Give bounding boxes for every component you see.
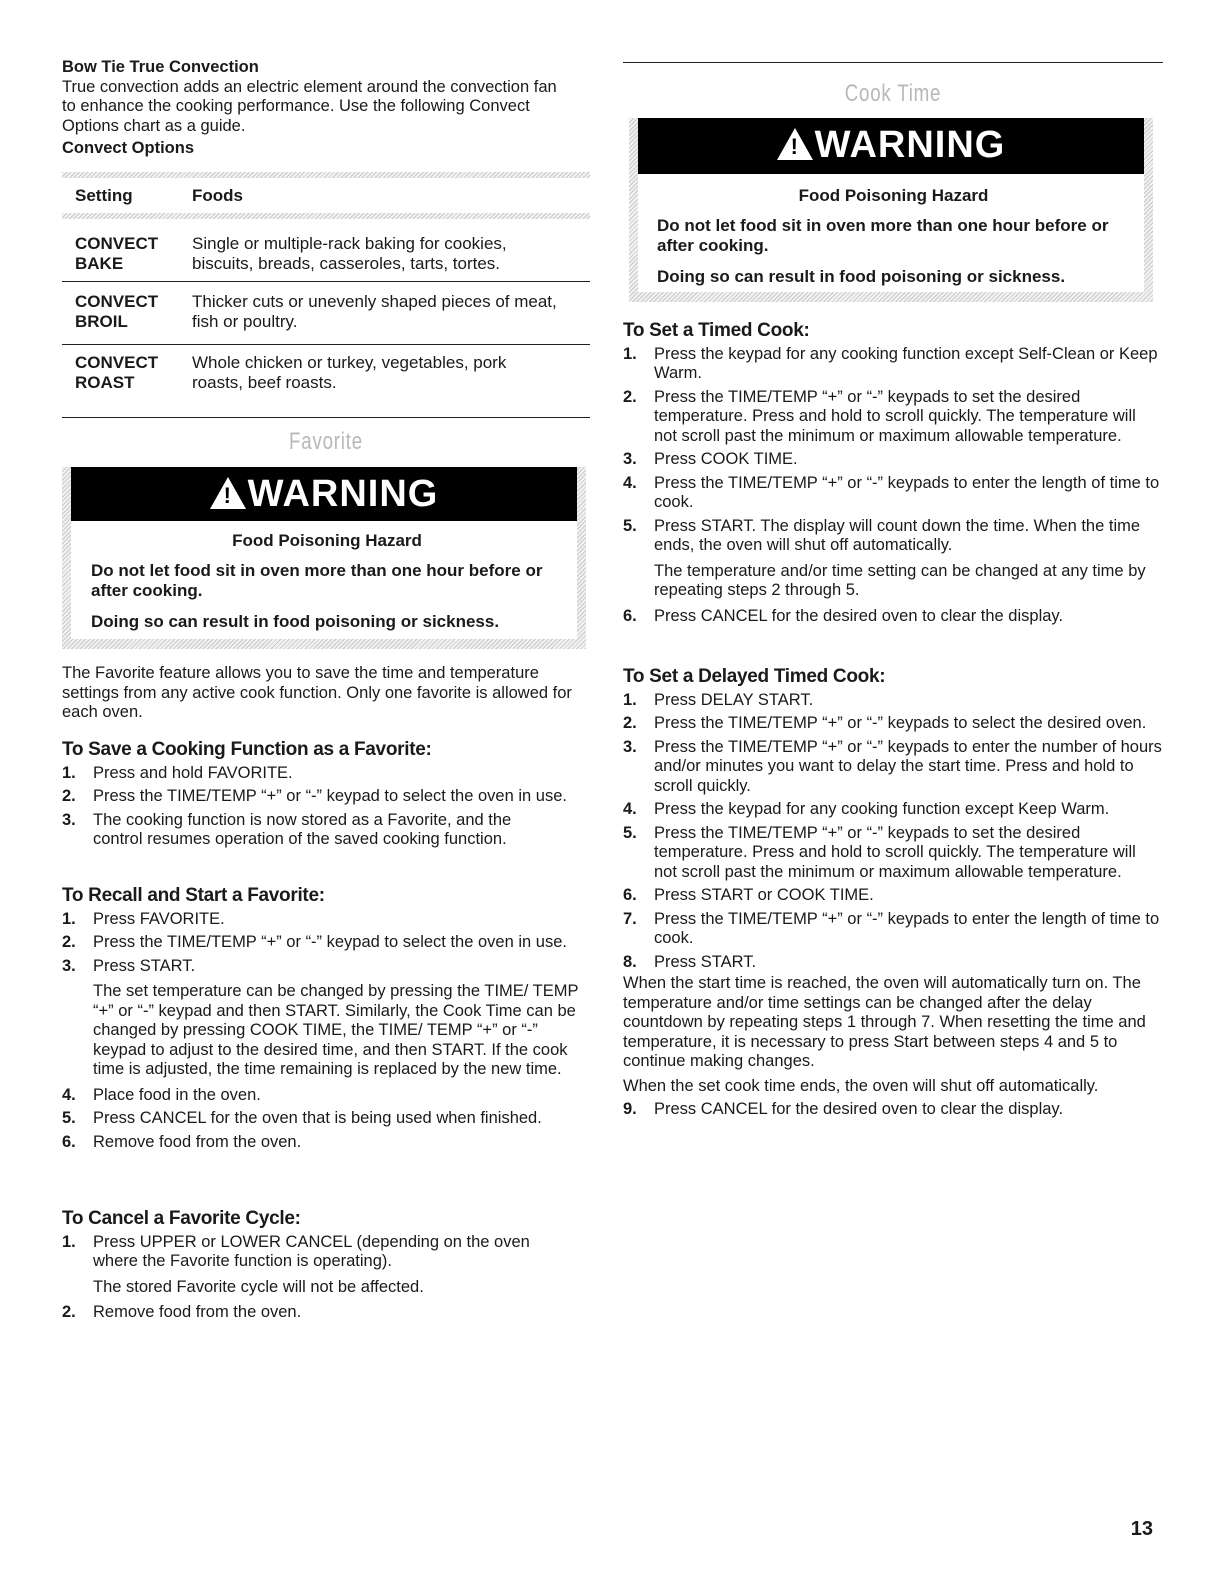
- delayed-para-1: When the start time is reached, the oven will automatically turn on. The temperature and/or time settings can be changed after the delay countdown by repeating steps 1 through 7. When resetting the time and temperature, it is necessary to press Start between steps 4 and 5 to continue making changes.: [623, 974, 1146, 1071]
- row-setting: BAKE: [75, 254, 124, 273]
- warning-line-2: Doing so can result in food poisoning or sickness.: [657, 267, 1066, 287]
- warning-banner: [71, 467, 577, 523]
- row-foods: roasts, beef roasts.: [192, 373, 337, 392]
- warning-triangle-icon: [210, 477, 246, 509]
- list-item: 4. Press the TIME/TEMP “+” or “-” keypads to enter the length of time to cook.: [623, 473, 1160, 512]
- list-item: 7. Press the TIME/TEMP “+” or “-” keypads to enter the length of time to cook.: [623, 909, 1160, 948]
- cook-time-top-rule: [623, 62, 1163, 63]
- table-header: [62, 178, 590, 213]
- list-item: 1. Press UPPER or LOWER CANCEL (depending on the oven where the Favorite function is operating). The stored Favorite cycle will not be affected.: [62, 1233, 563, 1298]
- cancel-section: [62, 1208, 590, 1323]
- convect-options-table: [62, 164, 590, 418]
- header-foods: Foods: [192, 186, 243, 205]
- list-item: 3. Press COOK TIME.: [623, 450, 798, 469]
- delayed-para-2: When the set cook time ends, the oven will shut off automatically.: [623, 1076, 1099, 1095]
- row-setting: ROAST: [75, 373, 135, 392]
- list-item: 2. Remove food from the oven.: [62, 1303, 302, 1322]
- delayed-cook-section: [623, 666, 1163, 1120]
- list-item: 4. Press the keypad for any cooking function except Keep Warm.: [623, 800, 1110, 819]
- list-item: 1. Press DELAY START.: [623, 690, 814, 709]
- warning-box: [629, 118, 1153, 302]
- list-item: 1. Press FAVORITE.: [62, 909, 225, 928]
- row-foods: biscuits, breads, casseroles, tarts, tortes.: [192, 254, 501, 273]
- list-item: 3. Press the TIME/TEMP “+” or “-” keypads to enter the number of hours and/or minutes you want to delay the start time. Press and hold to scroll quickly.: [623, 737, 1162, 795]
- list-item: 6. Remove food from the oven.: [62, 1132, 302, 1151]
- row-foods: Thicker cuts or unevenly shaped pieces of meat,: [192, 292, 557, 311]
- timed-step5-note: The temperature and/or time setting can be changed at any time by repeating steps 2 through 5.: [654, 561, 1146, 600]
- warning-line-2: Doing so can result in food poisoning or sickness.: [91, 612, 500, 632]
- list-item: 6. Press CANCEL for the desired oven to clear the display.: [623, 606, 1064, 625]
- warning-triangle-icon: [777, 128, 813, 160]
- warning-banner: [638, 118, 1144, 174]
- favorite-title: Favorite: [289, 428, 363, 455]
- table-title: Convect Options: [62, 139, 195, 158]
- list-item: 9. Press CANCEL for the desired oven to clear the display.: [623, 1100, 1064, 1119]
- bowtie-heading: Bow Tie True Convection: [62, 58, 259, 76]
- list-item: 1. Press the keypad for any cooking function except Self-Clean or Keep Warm.: [623, 344, 1158, 383]
- header-setting: Setting: [75, 186, 133, 205]
- row-setting: CONVECT: [75, 292, 159, 311]
- row-setting: CONVECT: [75, 353, 159, 372]
- list-item: 5. Press the TIME/TEMP “+” or “-” keypads to set the desired temperature. Press and hold to scroll quickly. The temperature will not scroll past the minimum or maximum allowable temperature.: [623, 823, 1136, 881]
- row-foods: Single or multiple-rack baking for cookies,: [192, 234, 507, 253]
- warning-line-1: Do not let food sit in oven more than one hour before or after cooking.: [657, 216, 1109, 256]
- save-heading: To Save a Cooking Function as a Favorite:: [62, 739, 432, 760]
- favorite-intro: The Favorite feature allows you to save the time and temperature settings from any active cook function. Only one favorite is allowed for each oven.: [62, 664, 572, 721]
- list-item: 6. Press START or COOK TIME.: [623, 886, 874, 905]
- timed-heading: To Set a Timed Cook:: [623, 320, 810, 341]
- cancel-heading: To Cancel a Favorite Cycle:: [62, 1208, 301, 1229]
- table-row: [62, 282, 590, 344]
- table-bottom-rule: [62, 417, 590, 418]
- timed-cook-section: [623, 320, 1163, 626]
- row-foods: Whole chicken or turkey, vegetables, pork: [192, 353, 507, 372]
- table-row: [62, 345, 590, 417]
- row-setting: CONVECT: [75, 234, 159, 253]
- list-item: 2. Press the TIME/TEMP “+” or “-” keypad to select the oven in use.: [62, 933, 567, 952]
- recall-heading: To Recall and Start a Favorite:: [62, 885, 325, 906]
- list-item: 3. The cooking function is now stored as a Favorite, and the control resumes operation of the saved cooking function.: [62, 810, 512, 849]
- save-section: [62, 739, 590, 850]
- bowtie-text: True convection adds an electric element around the convection fan to enhance the cooking performance. Use the following Convect Options chart as a guide.: [62, 77, 557, 135]
- recall-step3-note: The set temperature can be changed by pressing the TIME/ TEMP “+” or “-” keypad and then START. Similarly, the Cook Time can be changed by pressing COOK TIME, the TIME/ TEMP “+” or “-” keypad to adjust to the desired time, and then START. If the cook time is adjusted, the time remaining is replaced by the new time.: [93, 982, 579, 1079]
- recall-section: [62, 885, 590, 1152]
- list-item: 2. Press the TIME/TEMP “+” or “-” keypads to set the desired temperature. Press and hold to scroll quickly. The temperature will not scroll past the minimum or maximum allowable temperature.: [623, 387, 1136, 445]
- warning-box: [62, 467, 586, 649]
- warning-hazard: Food Poisoning Hazard: [232, 531, 422, 550]
- list-item: 8. Press START.: [623, 952, 757, 971]
- cancel-step1-note: The stored Favorite cycle will not be affected.: [93, 1277, 424, 1296]
- list-item: 1. Press and hold FAVORITE.: [62, 763, 293, 782]
- warning-banner-text: WARNING: [814, 124, 1006, 167]
- warning-line-1: Do not let food sit in oven more than one hour before or after cooking.: [91, 561, 543, 601]
- list-item: 2. Press the TIME/TEMP “+” or “-” keypads to select the desired oven.: [623, 714, 1147, 733]
- row-setting: BROIL: [75, 312, 128, 331]
- row-foods: fish or poultry.: [192, 312, 298, 331]
- delayed-heading: To Set a Delayed Timed Cook:: [623, 666, 886, 687]
- warning-hazard: Food Poisoning Hazard: [798, 186, 989, 205]
- cook-time-title: Cook Time: [844, 80, 942, 107]
- list-item: 4. Place food in the oven.: [62, 1085, 261, 1104]
- page-number: 13: [1130, 1518, 1153, 1540]
- list-item: 2. Press the TIME/TEMP “+” or “-” keypad to select the oven in use.: [62, 787, 567, 806]
- list-item: 3. Press START. The set temperature can be changed by pressing the TIME/ TEMP “+” or “-” keypad and then START. Similarly, the Cook Time can be changed by pressing COOK TIME, the TIME/ TEMP “+” or “-” keypad to adjust to the desired time, and then START. If the cook time is adjusted, the time remaining is replaced by the new time.: [62, 957, 590, 1080]
- table-row: [62, 219, 590, 281]
- warning-banner-text: WARNING: [247, 473, 439, 516]
- list-item: 5. Press START. The display will count down the time. When the time ends, the oven will shut off automatically. The temperature and/or time setting can be changed at any time by repeating steps 2 through 5.: [623, 517, 1154, 601]
- list-item: 5. Press CANCEL for the oven that is being used when finished.: [62, 1109, 542, 1128]
